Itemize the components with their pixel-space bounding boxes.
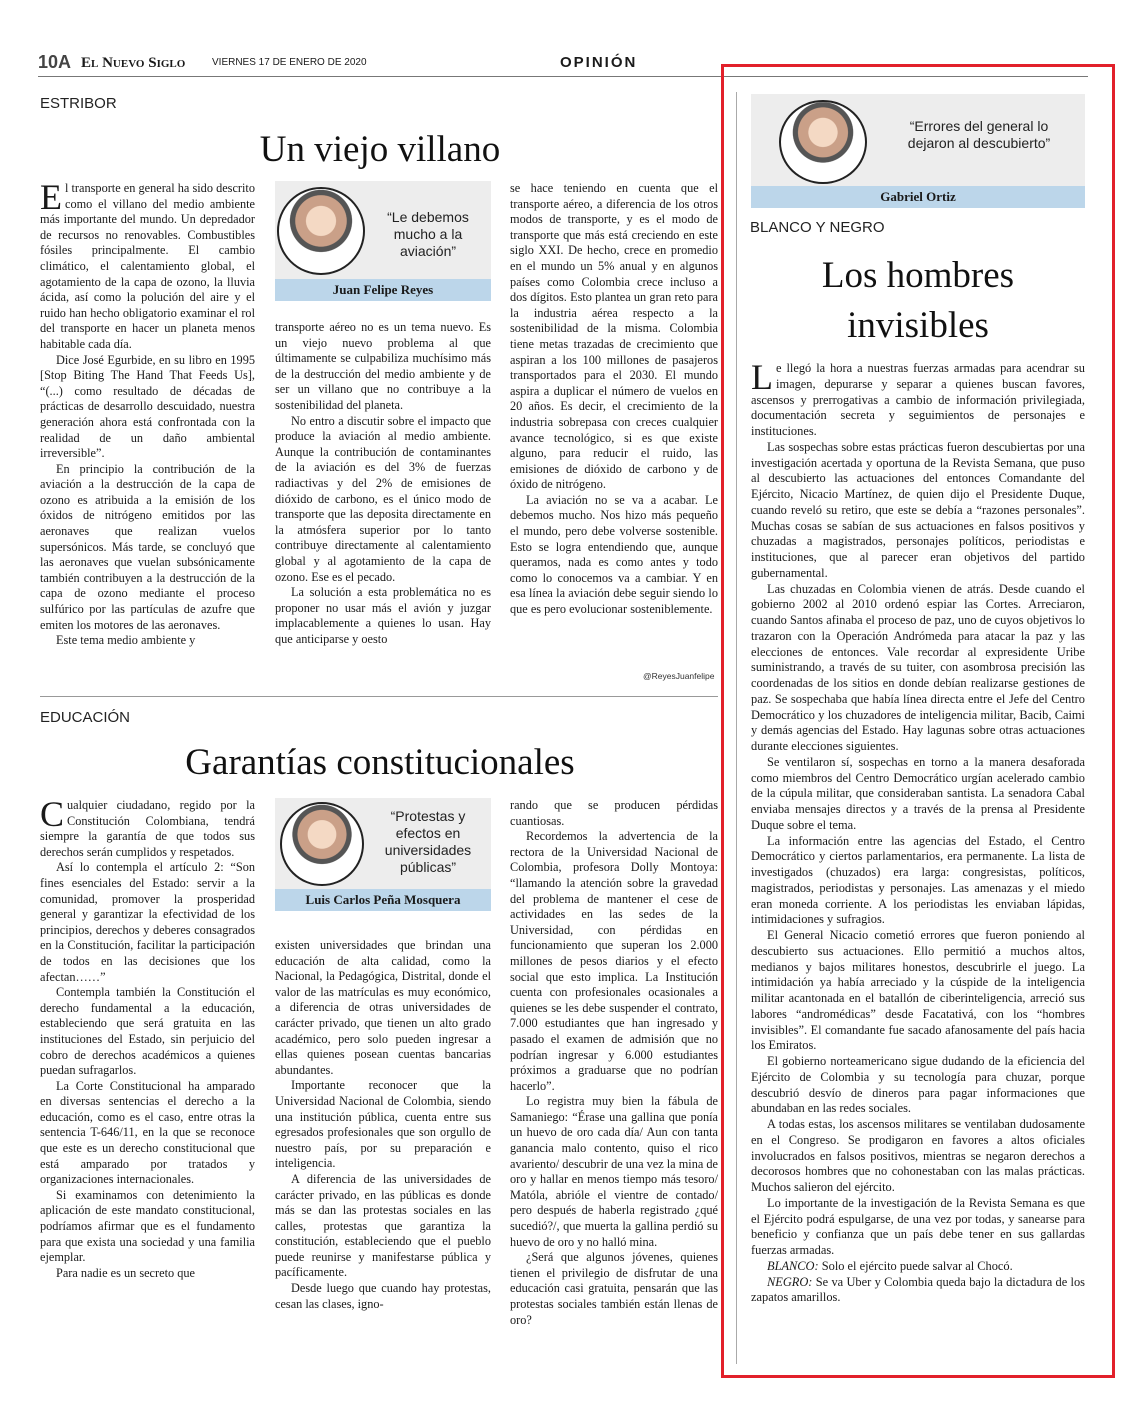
page-number: 10A	[38, 52, 72, 72]
article1-column-1: El transporte en general ha sido descrito como el villano del medio ambiente más importante del mundo. Un depredador de recursos no renovables. Combustibles fósiles principalmente. El cambio climático, el calentamiento global, el agotamiento de la capa de ozono, la lluvia ácida, así como la polución del aire y el ruido han hecho obligatorio examinar el rol del transporte en hacer un planeta menos habitable cada día. Dice José Egurbide, en su libro en 1995 [Stop Biting The Hand That Feeds Us], “(...) como resultado de décadas de prácticas de desarrollo descuidado, nuestra generación ahora está confrontada con la realidad de un daño ambiental irreversible”. En principio la contribución de la aviación a la destrucción de la capa de ozono es atribuida a la emisión de los óxidos de nitrógeno emitidos por las aeronaves que realizan vuelos supersónicos. Más tarde, se concluyó que las aeronaves que vuelan subsónicamente también contribuyen a la destrucción de la capa de ozono mediante el proceso sulfúrico por las partículas de azufre que emiten los motores de las aeronaves. Este tema medio ambiente y	[40, 181, 255, 648]
section-divider	[40, 696, 718, 697]
author-box-pena	[275, 798, 491, 914]
highlight-frame	[721, 64, 1115, 1378]
pull-quote: “Le debemos mucho a la aviación”	[387, 209, 469, 259]
article2-headline: Garantías constitucionales	[185, 742, 575, 783]
author-name: Juan Felipe Reyes	[275, 279, 491, 301]
drop-cap: C	[40, 798, 65, 834]
article1-column-3: se hace teniendo en cuenta que el transporte aéreo, a diferencia de los otros modos de transporte, y es el modo de transporte que más está creciendo en este siglo XXI. De hecho, crece en promedio en el mundo un 5% anual y en algunos países como Colombia crece incluso a dos dígitos. Esto plantea un gran reto para la industria aérea respecto a la sostenibilidad de la misma. Colombia tiene metas trazadas de crecimiento que aspiran a los 100 millones de pasajeros transportados para el 2030. El mundo aspira a duplicar el número de vuelos en 20 años. Es decir, el crecimiento de la industria sobrepasa con creces cualquier avance tecnológico, si es que existe alguno, para reducir el ruido, las emisiones de dióxido de carbono y de óxido de nitrógeno. La aviación no se va a acabar. Le debemos mucho. Nos hizo más pequeño el mundo, pero debe volverse sostenible. Esto se logra entendiendo que, aunque queramos, nada es como antes y todo como lo conocemos va a cambiar. Y en esa línea la aviación debe seguir siendo lo que es pero evolucionar sosteniblemente.	[510, 181, 718, 617]
negro-note: NEGRO: Se va Uber y Colombia queda bajo la dictadura de los zapatos amarillos.	[751, 1274, 1085, 1305]
section-title: OPINIÓN	[560, 54, 638, 71]
article2-column-3: rando que se producen pérdidas cuantiosas. Recordemos la advertencia de la rectora de la Universidad Nacional de Colombia, profesora Dolly Montoya: “llamando la atención sobre la gravedad del problema de mantener el cese de actividades en las sedes de la Universidad, con pérdidas en funcionamiento que superan los 2.000 millones de pesos diarios y el efecto social que esto implica. La Institución cuenta con profesionales ocasionales a quienes se les debe suspender el contrato, 7.000 estudiantes que han ingresado y pasado el examen de admisión que no podrían ingresar y 6.000 estudiantes próximos a graduarse que no podrían hacerlo”. Lo registra muy bien la fábula de Samaniego: “Érase una gallina que ponía un huevo de oro cada día/ Aun con tanta ganancia malo contento, quiso el rico avariento/ descubrir de una vez la mina de oro y hallar en menos tiempo más tesoro/ Matóla, abrióle el vientre de contado/ pero después de haberla registrado ¿qué sucedió?/, que muerta la gallina perdió su huevo de oro y no halló mina. ¿Será que algunos jóvenes, quienes tienen el privilegio de disfrutar de una educación casi gratuita, pensarán que las protestas sociales también están llenas de oro?	[510, 798, 718, 1327]
pull-quote: “Errores del general lo dejaron al descubierto”	[907, 118, 1051, 151]
author-box-reyes	[275, 181, 491, 303]
article1-column-2: transporte aéreo no es un tema nuevo. Es un viejo nuevo problema al que últimamente se culpabiliza muchísimo más de la destrucción del medio ambiente y de ser un villano que no contribuye a la sostenibilidad del planeta. No entro a discutir sobre el impacto que produce la aviación al medio ambiente. Aunque la contribución de contaminantes de la aviación es del 3% de fuerzas radiactivas y del 2% de emisiones de dióxido de carbono, es el único modo de transporte que las deposita directamente en la atmósfera superior por lo tanto contribuye directamente al calentamiento global y al agotamiento de la capa de ozono. Ese es el pecado. La solución a esta problemática no es proponer no usar más el avión y juzgar implacablemente a quienes lo usan. Hay que anticiparse y oesto	[275, 320, 491, 646]
drop-cap: L	[751, 361, 773, 397]
drop-cap: E	[40, 181, 62, 217]
author-name: Gabriel Ortiz	[751, 186, 1085, 208]
article3-body: Le llegó la hora a nuestras fuerzas armadas para acendrar su imagen, depurarse y separar a quienes buscan favores, ascensos y prerrogativas a cambio de información privilegiada, documentación secreta y seguimientos de personajes e instituciones. Las sospechas sobre estas prácticas fueron descubiertas por una investigación acertada y oportuna de la Revista Semana, que puso al descubierto las actuaciones del entonces Comandante del Ejército, Nicacio Martínez, de quien dijo el Presidente Duque, cuando reveló su retiro, que este se debía a “razones personales”. Muchas cosas se sabían de sus actuaciones en falsos positivos y chuzadas a magistrados, personajes políticos, periodistas e instituciones, que al parecer eran objetivos del partido gubernamental. Las chuzadas en Colombia vienen de atrás. Desde cuando el gobierno 2002 al 2010 ordenó espiar las Cortes. Arreciaron, cuando Santos afinaba el proceso de paz, uno de cuyos objetivos lo trazaron con la Operación Andrómeda para atacar la paz y las elecciones de entonces. Vale recordar al expresidente Uribe suministrando, a través de su tuiter, con asombrosa precisión las coordenadas de los sitios en donde debían realizarse gestiones de paz. Se sospechaba que había línea directa entre el Jefe del Centro Democrático y los chuzadores de inteligencia militar, Bacib, Caimi y demás agencias del Estado. Hay lagunas sobre otras actuaciones durante elecciones siguientes. Se ventilaron sí, sospechas en torno a la manera desaforada como miembros del Centro Democrático urgían acelerado cambio de la cúpula militar, que consideraban santista. La senadora Cabal enviaba mensajes directos y a través de la prensa al Presidente Duque sobre el tema. La información entre las agencias del Estado, el Centro Democrático y ciertos parlamentarios, era permanente. La lista de investigados (chuzados) era larga: congresistas, políticos, magistrados, periodistas y personajes. Las amenazas y el miedo eran moneda corriente. A los periodistas les enviaban lápidas, intimidaciones y sufragios. El General Nicacio cometió errores que fueron poniendo al descubierto sus actuaciones. Ello permitió a muchos altos, medianos y bajos militares honestos, descubrirle el juego. La intimidación ya había arreciado y la cúspide de la inteligencia militar acantonada en el batallón de ciberinteligencia, arreció sus labores “andromédicas” desde Facatativá, con los “hombres invisibles”. El comandante fue sacado afanosamente del país hacia los Emiratos. El gobierno norteamericano sigue dudando de la eficiencia del Ejército de Colombia y su tecnología para chuzar, porque descubrió desvío de dineros para pagar informaciones que abundaban en las redes sociales. A todas estas, los ascensos militares se ventilaban dudosamente en el Congreso. Se prodigaron en favores a altos oficiales involucrados en falsos positivos, mientras se negaron derechos a decorosos hombres que no cohonestaban con las malas prácticas. Muchos salieron del ejército. Lo importante de la investigación de la Revista Semana es que el Ejército podrá espulgarse, de una vez por todas, y sanearse para beneficio y confianza que un país debe tener en sus gallardas fuerzas armadas. BLANCO: Solo el ejército puede salvar al Chocó. NEGRO: Se va Uber y Colombia queda bajo la dictadura de los zapatos amarillos.	[751, 361, 1085, 1305]
issue-date: VIERNES 17 DE ENERO DE 2020	[212, 57, 367, 68]
author-handle: @ReyesJuanfelipe	[643, 671, 715, 681]
pull-quote: “Protestas y efectos en universidades públicas”	[384, 808, 472, 875]
article2-column-1: Cualquier ciudadano, regido por la Constitución Colombiana, tendrá siempre la garantía de que todos sus derechos serán cumplidos y respetados. Así lo contempla el artículo 2: “Son fines esenciales del Estado: servir a la comunidad, promover la prosperidad general y garantizar la efectividad de los principios, derechos y deberes consagrados en la Constitución, facilitar la participación de todos en las decisiones que los afectan……” Contempla también la Constitución el derecho fundamental a la educación, estableciendo que será gratuita en las instituciones del Estado, sin perjuicio del cobro de derechos académicos a quienes puedan sufragarlos. La Corte Constitucional ha amparado en diversas sentencias el derecho a la educación, como es el caso, entre otras la sentencia T-646/11, en la que se reconoce que este es un derecho constitucional que está amparado por tratados y organizaciones internacionales. Si examinamos con detenimiento la aplicación de este mandato constitucional, podríamos afirmar que es el fundamento para que exista una sociedad y una familia ejemplar. Para nadie es un secreto que	[40, 798, 255, 1280]
author-photo	[277, 187, 365, 275]
newspaper-name: El Nuevo Siglo	[81, 55, 186, 71]
author-photo	[280, 802, 364, 886]
article3-kicker: BLANCO Y NEGRO	[750, 219, 885, 236]
article3-headline: Los hombres invisibles	[821, 255, 1015, 346]
article1-kicker: ESTRIBOR	[40, 95, 117, 112]
article1-headline: Un viejo villano	[259, 129, 501, 170]
article2-column-2: existen universidades que brindan una educación de alta calidad, como la Nacional, la Pedagógica, Distrital, donde el valor de las matrículas es muy económico, a diferencia de otras universidades de carácter privado, que tienen un alto grado académico, pero solo pueden ingresar a ellas quienes posean cuentas bancarias abundantes. Importante reconocer que la Universidad Nacional de Colombia, siendo una institución pública, cuenta entre sus egresados profesionales que son orgullo de nuestro país, por su preparación e inteligencia. A diferencia de las universidades de carácter privado, en las públicas es donde más se dan las protestas sociales en las calles, protestas que garantiza la constitución, estableciendo que el pueblo puede reunirse y manifestarse pública y pacíficamente. Desde luego que cuando hay protestas, cesan las clases, igno-	[275, 938, 491, 1311]
article2-kicker: EDUCACIÓN	[40, 709, 131, 726]
author-name: Luis Carlos Peña Mosquera	[275, 889, 491, 911]
blanco-note: BLANCO: Solo el ejército puede salvar al Chocó.	[767, 1258, 1013, 1273]
